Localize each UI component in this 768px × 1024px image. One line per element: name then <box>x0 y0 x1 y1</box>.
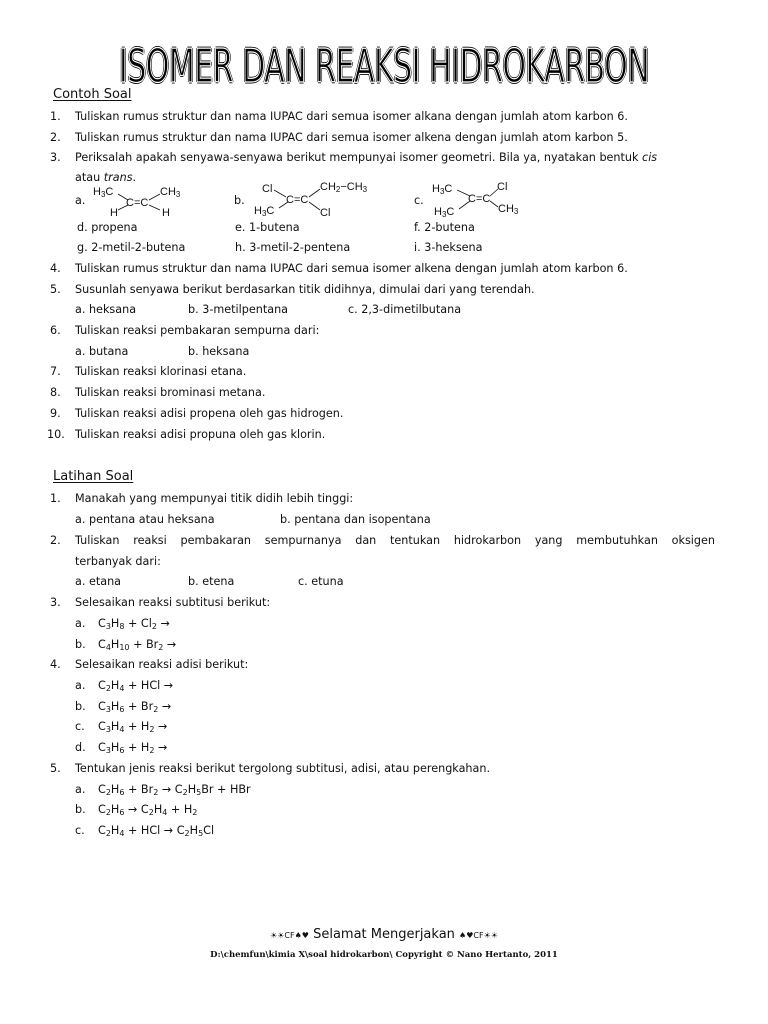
question-number: 2. <box>50 131 61 144</box>
option-label: a. <box>75 679 86 692</box>
question-number: 8. <box>50 386 61 399</box>
question-text: Tuliskan reaksi pembakaran sempurna dari: <box>75 324 320 337</box>
question-text: Tuliskan reaksi klorinasi etana. <box>75 365 247 378</box>
atom-label: $CH_2-CH_3$ <box>320 181 368 194</box>
option-item: e. 1-butena <box>235 221 300 234</box>
period: . <box>132 171 137 184</box>
closing-text: Selamat Mengerjakan <box>313 927 455 942</box>
copyright-footer: D:\chemfun\kimia X\soal hidrokarbon\ Copyright © Nano Hertanto, 2011 <box>210 950 558 960</box>
cis-term: cis <box>642 151 658 164</box>
question-text: Tuliskan reaksi pembakaran sempurnanya dan tentukan hidrokarbon yang membutuhkan oksigen <box>75 534 715 547</box>
option-item: a. butana <box>75 345 129 358</box>
closing-message <box>0 927 768 942</box>
option-label: a. <box>75 783 86 796</box>
reaction-formula: $C_2H_6 \to C_2H_4 + H_2$ <box>98 803 198 817</box>
atom-label: H <box>162 207 170 219</box>
atom-label: H <box>110 207 118 219</box>
option-item: i. 3-heksena <box>414 241 483 254</box>
question-number: 3. <box>50 151 61 164</box>
option-item: g. 2-metil-2-butena <box>77 241 186 254</box>
option-label: a. <box>75 617 86 630</box>
question-number: 1. <box>50 110 61 123</box>
atom-label: $H_3C$ <box>432 183 453 196</box>
reaction-formula: $C_3H_6 + Br_2$ → <box>98 700 172 714</box>
reaction-formula: $C_2H_6 + Br_2 \to C_2H_5Br$ + HBr <box>98 783 251 797</box>
ornament-icon: ☀☀CF♠♥ <box>270 931 309 940</box>
option-item: b. etena <box>188 575 235 588</box>
reaction-formula: $C_3H_4 + H_2$ → <box>98 720 168 734</box>
question-text: Tuliskan reaksi adisi propuna oleh gas klorin. <box>75 428 326 441</box>
reaction-formula: $C_3H_6 + H_2$ → <box>98 741 168 755</box>
question-text: Tuliskan rumus struktur dan nama IUPAC dari semua isomer alkana dengan jumlah atom karbon 6. <box>75 110 628 123</box>
question-number: 1. <box>50 492 61 505</box>
option-label: d. <box>75 741 86 754</box>
option-item: h. 3-metil-2-pentena <box>235 241 351 254</box>
atom-label: $CH_3$ <box>160 186 181 199</box>
option-item: d. propena <box>77 221 138 234</box>
atom-label: $H_3C$ <box>254 205 275 218</box>
question-text: Periksalah apakah senyawa-senyawa berikut mempunyai isomer geometri. Bila ya, nyatakan bentuk <box>75 151 639 164</box>
option-label: c. <box>75 824 85 837</box>
reaction-formula: $C_4H_{10} + Br_2$ → <box>98 638 177 652</box>
question-text: terbanyak dari: <box>75 555 161 568</box>
bond-lines <box>92 186 192 220</box>
option-item: a. heksana <box>75 303 137 316</box>
question-text: Selesaikan reaksi subtitusi berikut: <box>75 596 271 609</box>
reaction-formula: $C_2H_4$ + HCl → $C_2H_5Cl$ <box>98 824 215 838</box>
option-label: b. <box>234 194 245 207</box>
question-number: 9. <box>50 407 61 420</box>
option-item: b. pentana dan isopentana <box>280 513 431 526</box>
atom-label: C=C <box>468 193 491 205</box>
question-number: 4. <box>50 262 61 275</box>
question-number: 6. <box>50 324 61 337</box>
section-heading-contoh: Contoh Soal <box>53 87 132 102</box>
question-text: Susunlah senyawa berikut berdasarkan titik didihnya, dimulai dari yang terendah. <box>75 283 535 296</box>
atom-label: Cl <box>320 207 331 219</box>
bond-lines <box>254 181 384 221</box>
option-item: f. 2-butena <box>414 221 475 234</box>
reaction-formula: $C_3H_8 + Cl_2$ → <box>98 617 170 631</box>
option-item: a. pentana atau heksana <box>75 513 215 526</box>
atom-label: Cl <box>497 181 508 193</box>
page-title: ISOMER DAN REAKSI HIDROKARBON <box>118 40 650 95</box>
question-text: atau <box>75 171 101 184</box>
structure-c <box>432 181 532 221</box>
question-number: 7. <box>50 365 61 378</box>
structure-b <box>254 181 384 221</box>
question-text: Tuliskan reaksi adisi propena oleh gas hidrogen. <box>75 407 344 420</box>
question-number: 4. <box>50 658 61 671</box>
question-text: Selesaikan reaksi adisi berikut: <box>75 658 249 671</box>
atom-label: $H_3C$ <box>434 206 455 219</box>
structure-a <box>92 186 192 220</box>
question-number: 5. <box>50 283 61 296</box>
option-item: b. 3-metilpentana <box>188 303 289 316</box>
option-label: b. <box>75 700 86 713</box>
question-number: 5. <box>50 762 61 775</box>
option-item: b. heksana <box>188 345 250 358</box>
option-item: c. 2,3-dimetilbutana <box>348 303 462 316</box>
option-item: a. etana <box>75 575 122 588</box>
option-label: b. <box>75 638 86 651</box>
question-number: 3. <box>50 596 61 609</box>
question-text: Tuliskan reaksi brominasi metana. <box>75 386 266 399</box>
atom-label: $H_3C$ <box>93 186 114 199</box>
question-text: Tentukan jenis reaksi berikut tergolong subtitusi, adisi, atau perengkahan. <box>75 762 491 775</box>
atom-label: C=C <box>126 197 149 209</box>
question-text: Tuliskan rumus struktur dan nama IUPAC dari semua isomer alkena dengan jumlah atom karbon 6. <box>75 262 628 275</box>
atom-label: C=C <box>286 194 309 206</box>
atom-label: Cl <box>262 183 273 195</box>
atom-label: $CH_3$ <box>498 203 519 216</box>
option-label: c. <box>414 194 424 207</box>
question-text: Tuliskan rumus struktur dan nama IUPAC dari semua isomer alkena dengan jumlah atom karbon 5. <box>75 131 628 144</box>
question-number: 10. <box>47 428 65 441</box>
question-text: Manakah yang mempunyai titik didih lebih tinggi: <box>75 492 354 505</box>
ornament-icon: ♠♥CF☀☀ <box>459 931 498 940</box>
section-heading-latihan: Latihan Soal <box>53 469 134 484</box>
bond-lines <box>432 181 532 221</box>
option-label: b. <box>75 803 86 816</box>
option-item: c. etuna <box>298 575 344 588</box>
option-label: c. <box>75 720 85 733</box>
trans-term: trans <box>103 171 133 184</box>
reaction-formula: $C_2H_4$ + HCl → <box>98 679 174 693</box>
option-label: a. <box>75 194 86 207</box>
question-number: 2. <box>50 534 61 547</box>
